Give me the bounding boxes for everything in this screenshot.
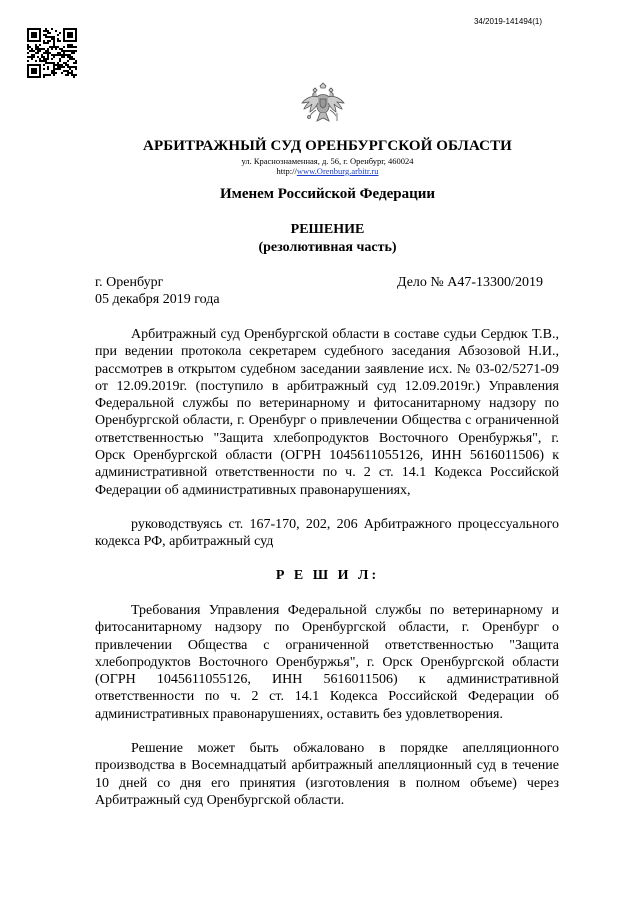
- case-number: Дело № А47-13300/2019: [397, 275, 543, 290]
- paragraph-ruling: Требования Управления Федеральной службы по ветеринарному и фитосанитарному надзору по Оренбургской области, г. Оренбург о привлечении Общества с ограниченной ответственностью "Защита хлебопродуктов Восточного Оренбуржья", г. Орск Оренбургской области (ОГРН 1045611055126, ИНН 5616011506) к административной ответственности по ч. 2 ст. 14.1 Кодекса Российской Федерации об административных правонарушениях, оставить без удовлетворения.: [95, 603, 559, 722]
- in-the-name-heading: Именем Российской Федерации: [219, 186, 436, 202]
- court-website: [0, 166, 635, 176]
- paragraph-legal-basis: руководствуясь ст. 167-170, 202, 206 Арбитражного процессуального кодекса РФ, арбитражный суд: [95, 517, 559, 550]
- court-site-prefix: http://: [276, 166, 297, 176]
- decision-subtitle: (резолютивная часть): [258, 240, 397, 255]
- court-address: ул. Краснознаменная, д. 56, г. Оренбург, 460024: [241, 156, 414, 166]
- paragraph-appeal: Решение может быть обжаловано в порядке апелляционного производства в Восемнадцатый арбитражный апелляционный суд в течение 10 дней со дня его принятия (изготовления в полном объеме) через Арбитражный суд Оренбургской области.: [95, 741, 559, 808]
- russian-coat-of-arms-icon: [298, 80, 348, 130]
- qr-code-icon: [25, 26, 79, 80]
- resolved-heading: Р Е Ш И Л:: [275, 568, 380, 583]
- document-id: 34/2019-141494(1): [473, 17, 542, 26]
- paragraph-intro: Арбитражный суд Оренбургской области в составе судьи Сердюк Т.В., при ведении протокола секретарем судебного заседания Абзозовой Н.И., рассмотрев в открытом судебном заседании заявление исх. № 03-02/5271-09 от 12.09.2019г. (поступило в арбитражный суд 12.09.2019г.) Управления Федеральной службы по ветеринарному и фитосанитарному надзору по Оренбургской области, г. Оренбург о привлечении Общества с ограниченной ответственностью "Защита хлебопродуктов Восточного Оренбуржья", г. Орск Оренбургской области (ОГРН 1045611055126, ИНН 5616011506) к административной ответственности по ч. 2 ст. 14.1 Кодекса Российской Федерации об административных правонарушениях,: [95, 327, 559, 498]
- court-site-link[interactable]: www.Orenburg.arbitr.ru: [296, 166, 379, 176]
- decision-city: г. Оренбург: [95, 275, 164, 290]
- decision-title: РЕШЕНИЕ: [290, 222, 365, 237]
- decision-date: 05 декабря 2019 года: [95, 292, 220, 307]
- court-name: АРБИТРАЖНЫЙ СУД ОРЕНБУРГСКОЙ ОБЛАСТИ: [143, 138, 512, 154]
